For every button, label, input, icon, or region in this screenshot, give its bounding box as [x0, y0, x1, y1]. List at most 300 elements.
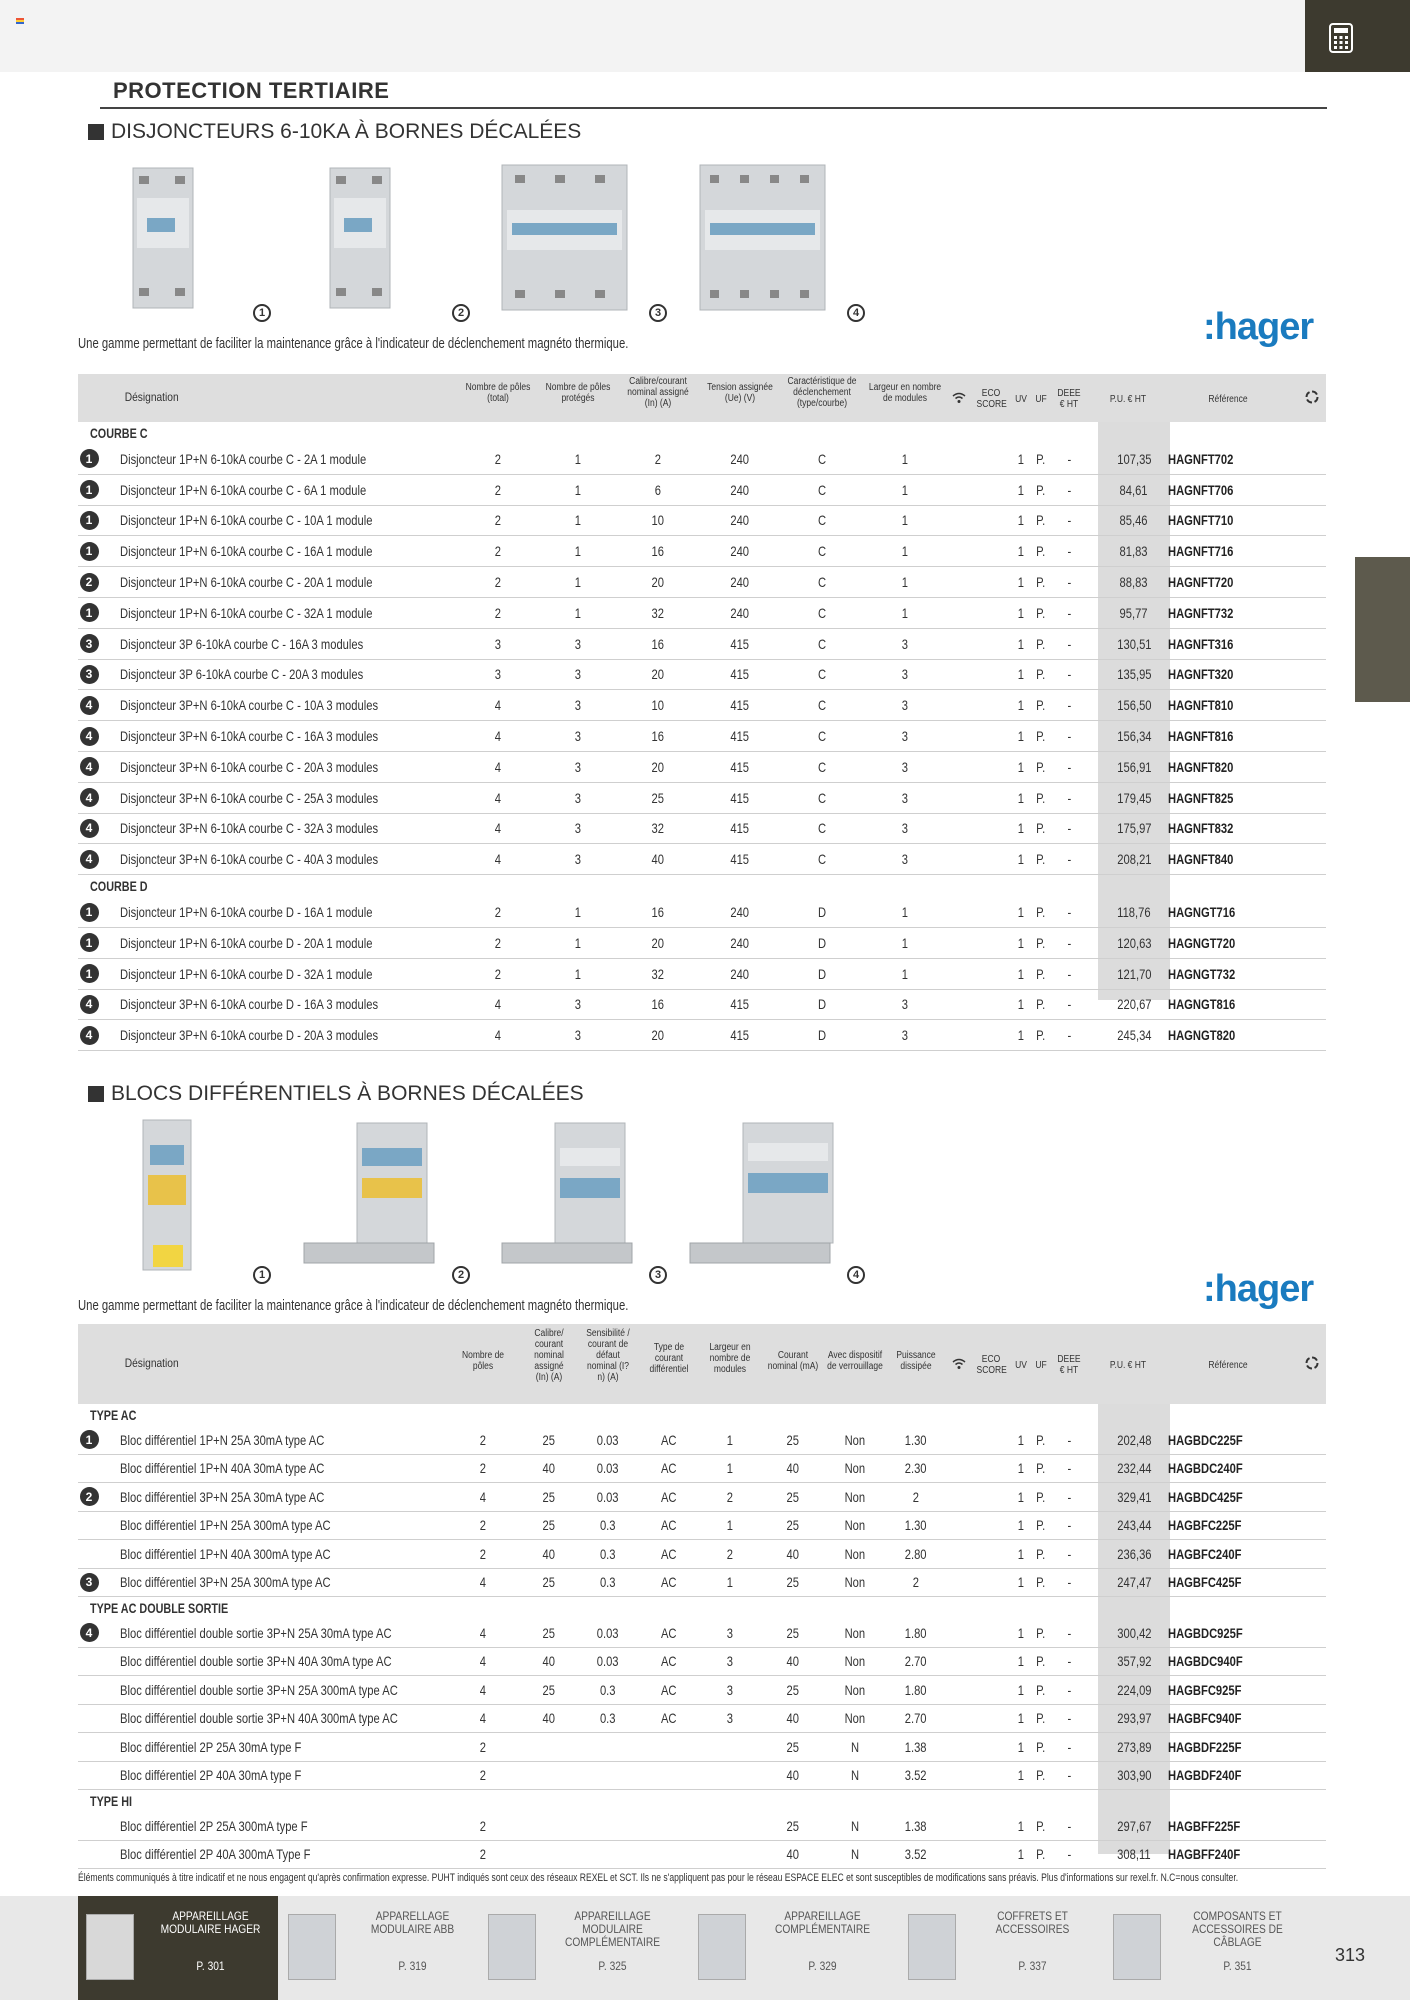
cell-cal: [618, 783, 698, 813]
cell-ref: [1168, 1512, 1288, 1540]
cell-text: 1: [901, 904, 909, 921]
cell-ten: [700, 475, 780, 505]
cell-text: Disjoncteur 3P+N 6-10kA courbe C - 40A 3 modules: [120, 851, 379, 868]
cell-ver: [820, 1705, 890, 1733]
table-row[interactable]: [78, 660, 1326, 691]
cell-des: [120, 990, 450, 1020]
cell-text: 2.70: [905, 1710, 927, 1727]
cell-lar: [862, 567, 948, 597]
cell-text: HAGBFC240F: [1168, 1545, 1242, 1562]
table-row[interactable]: [78, 1483, 1326, 1512]
cell-text: 25: [542, 1574, 556, 1591]
cell-pu: [1098, 598, 1170, 628]
cell-text: 2.30: [905, 1460, 927, 1477]
cell-group: [90, 1790, 390, 1812]
nav-page: P. 319: [398, 1959, 427, 1973]
cell-text: 415: [730, 758, 750, 775]
cell-text: HAGNGT816: [1168, 996, 1236, 1013]
cell-text: 20: [651, 934, 665, 951]
cell-text: -: [1067, 1431, 1071, 1448]
cell-text: 20: [651, 758, 665, 775]
table-row[interactable]: [78, 567, 1326, 598]
cell-text: AC: [661, 1517, 677, 1534]
cell-text: -: [1067, 635, 1071, 652]
cell-text: 415: [730, 996, 750, 1013]
cell-lar: [700, 1569, 760, 1597]
cell-text: 4: [494, 728, 502, 745]
cell-uf: [1031, 660, 1051, 690]
cell-cal: [618, 567, 698, 597]
cell-sen: [580, 1569, 636, 1597]
cell-cal: [618, 629, 698, 659]
cell-text: 156,91: [1116, 758, 1152, 775]
table-row[interactable]: [78, 1569, 1326, 1598]
cell-pui: [888, 1812, 944, 1840]
page-number: 313: [1335, 1945, 1366, 1965]
cell-lar: [700, 1455, 760, 1483]
cell-text: HAGNGT716: [1168, 904, 1236, 921]
product-number-icon: 3: [80, 665, 99, 684]
cell-text: AC: [661, 1460, 677, 1477]
cell-uf: [1031, 536, 1051, 566]
cell-des: [120, 1619, 450, 1647]
cell-text: C: [817, 758, 827, 775]
cell-uf: [1031, 1812, 1051, 1840]
cell-cou: [760, 1455, 826, 1483]
cell-uf: [1031, 598, 1051, 628]
cell-lar: [862, 844, 948, 874]
cell-text: 1: [901, 574, 909, 591]
cell-text: AC: [661, 1653, 677, 1670]
cell-pol: [458, 1676, 508, 1704]
cell-text: -: [1067, 1488, 1071, 1505]
table-row[interactable]: [78, 475, 1326, 506]
cell-cal: [526, 1812, 572, 1840]
cell-text: 1: [1017, 904, 1025, 921]
cell-cal: [526, 1619, 572, 1647]
cell-text: 0.3: [600, 1574, 616, 1591]
table-row[interactable]: [78, 506, 1326, 537]
cell-typ: [640, 1540, 698, 1568]
cell-text: 240: [730, 543, 750, 560]
table-row[interactable]: [78, 690, 1326, 721]
cell-text: P.: [1036, 728, 1046, 745]
cell-text: 4: [479, 1681, 487, 1698]
cell-text: 25: [542, 1488, 556, 1505]
cell-text: C: [817, 450, 827, 467]
cell-text: 245,34: [1116, 1027, 1152, 1044]
cell-text: P.: [1036, 934, 1046, 951]
cell-uv: [1011, 475, 1031, 505]
table-row[interactable]: [78, 444, 1326, 475]
cell-des: [120, 1841, 450, 1869]
cell-pu: [1098, 990, 1170, 1020]
cell-des: [120, 1762, 450, 1790]
cell-des: [120, 1455, 450, 1483]
cell-text: 20: [651, 666, 665, 683]
cell-text: Bloc différentiel 3P+N 25A 300mA type AC: [120, 1574, 331, 1591]
bottom-nav-item[interactable]: [480, 1896, 680, 2000]
cell-car: [780, 475, 864, 505]
cell-ref: [1168, 752, 1288, 782]
cell-deee: [1053, 959, 1085, 989]
cell-pol: [458, 1540, 508, 1568]
cell-cal: [526, 1455, 572, 1483]
section-side-tab[interactable]: [1355, 557, 1410, 702]
cell-cal: [618, 660, 698, 690]
cell-number: [78, 1483, 100, 1511]
cell-uf: [1031, 690, 1051, 720]
table-row[interactable]: [78, 1705, 1326, 1734]
cell-car: [780, 660, 864, 690]
cell-text: 1: [1017, 604, 1025, 621]
nav-page: P. 337: [1018, 1959, 1047, 1973]
table-row[interactable]: [78, 844, 1326, 875]
cell-uf: [1031, 506, 1051, 536]
square-bullet-icon: [88, 124, 104, 140]
cell-uv: [1011, 928, 1031, 958]
cell-text: -: [1067, 1681, 1071, 1698]
cell-text: 40: [786, 1767, 800, 1784]
cell-text: 4: [479, 1710, 487, 1727]
cell-text: HAGNFT702: [1168, 450, 1234, 467]
header-reference: Référence: [1208, 1360, 1248, 1371]
cell-car: [780, 444, 864, 474]
cell-uv: [1011, 1619, 1031, 1647]
table-row[interactable]: [78, 1619, 1326, 1648]
cell-text: 3: [494, 666, 502, 683]
recycle-icon: [1305, 390, 1319, 404]
cell-ver: [820, 1540, 890, 1568]
cell-text: 25: [542, 1517, 556, 1534]
cell-text: 40: [786, 1846, 800, 1863]
cell-ver: [820, 1648, 890, 1676]
cell-pt: [458, 897, 538, 927]
header-verrou: Avec dispositif de verrouillage: [827, 1350, 883, 1372]
cell-des: [120, 959, 450, 989]
cell-number: [78, 660, 100, 690]
cell-deee: [1053, 660, 1085, 690]
cell-text: -: [1067, 758, 1071, 775]
cell-text: 4: [479, 1653, 487, 1670]
cell-deee: [1053, 1841, 1085, 1869]
cell-cal: [618, 506, 698, 536]
cell-deee: [1053, 567, 1085, 597]
cell-text: COURBE D: [90, 878, 148, 894]
cell-cal: [526, 1676, 572, 1704]
cell-text: 2.70: [905, 1653, 927, 1670]
bottom-nav-item[interactable]: [78, 1896, 278, 2000]
table-row[interactable]: [78, 1512, 1326, 1541]
cell-typ: [640, 1762, 698, 1790]
cell-text: 1: [1017, 1574, 1025, 1591]
page-title: PROTECTION TERTIAIRE: [113, 78, 390, 103]
cell-text: 3: [574, 851, 582, 868]
header-poles: Nombre de pôles: [461, 1350, 505, 1372]
cell-text: -: [1067, 604, 1071, 621]
cell-pp: [538, 990, 618, 1020]
cell-cal: [618, 475, 698, 505]
cell-text: 0.03: [597, 1488, 619, 1505]
cell-group: [90, 422, 390, 444]
cell-text: AC: [661, 1488, 677, 1505]
product-number-icon: 1: [80, 903, 99, 922]
cell-typ: [640, 1569, 698, 1597]
cell-text: 415: [730, 789, 750, 806]
cell-ref: [1168, 567, 1288, 597]
cell-text: P.: [1036, 1624, 1046, 1641]
table-row[interactable]: [78, 536, 1326, 567]
cell-text: 2: [479, 1767, 487, 1784]
cell-text: HAGNGT820: [1168, 1027, 1236, 1044]
cell-ten: [700, 598, 780, 628]
rcd-block-3p-image: [500, 1118, 640, 1283]
cell-deee: [1053, 1705, 1085, 1733]
nav-label: APPAREILLAGE COMPLÉMENTAIRE: [774, 1909, 871, 1936]
cell-pui: [888, 1540, 944, 1568]
cell-typ: [640, 1483, 698, 1511]
cell-text: N: [850, 1738, 860, 1755]
cell-text: 25: [786, 1738, 800, 1755]
header-poles-proteges: Nombre de pôles protégés: [545, 382, 611, 404]
table-row[interactable]: [78, 990, 1326, 1021]
cell-text: 1: [1017, 481, 1025, 498]
table-row[interactable]: [78, 629, 1326, 660]
cell-uf: [1031, 1648, 1051, 1676]
cell-text: HAGNFT832: [1168, 820, 1234, 837]
table-row[interactable]: [78, 1455, 1326, 1484]
product-number-icon: 2: [80, 573, 99, 592]
cell-pp: [538, 752, 618, 782]
cell-ver: [820, 1733, 890, 1761]
cell-text: D: [817, 904, 827, 921]
cell-des: [120, 1648, 450, 1676]
cell-cou: [760, 1540, 826, 1568]
header-calibre: Calibre/ courant nominal assigné (In) (A): [534, 1328, 564, 1383]
bottom-nav-item[interactable]: [690, 1896, 890, 2000]
cell-sen: [580, 1426, 636, 1454]
cell-text: HAGBDC425F: [1168, 1488, 1243, 1505]
cell-typ: [640, 1841, 698, 1869]
table-row[interactable]: [78, 1426, 1326, 1455]
cell-text: 1: [1017, 789, 1025, 806]
cell-text: D: [817, 1027, 827, 1044]
cell-sen: [580, 1762, 636, 1790]
table-row[interactable]: [78, 1812, 1326, 1841]
table-row[interactable]: [78, 1841, 1326, 1870]
cell-sen: [580, 1648, 636, 1676]
cell-text: 156,34: [1116, 728, 1152, 745]
cell-ten: [700, 444, 780, 474]
cell-pu: [1098, 1676, 1170, 1704]
cell-text: 25: [651, 789, 665, 806]
table-row[interactable]: [78, 1733, 1326, 1762]
cell-pu: [1098, 897, 1170, 927]
table-row[interactable]: [78, 598, 1326, 629]
table-row[interactable]: [78, 721, 1326, 752]
cell-deee: [1053, 721, 1085, 751]
cell-cal: [526, 1512, 572, 1540]
cell-des: [120, 1676, 450, 1704]
table-row[interactable]: [78, 1648, 1326, 1677]
bottom-nav-item[interactable]: [280, 1896, 480, 2000]
cell-sen: [580, 1733, 636, 1761]
cell-pt: [458, 475, 538, 505]
cell-typ: [640, 1812, 698, 1840]
cell-text: 1: [1017, 1460, 1025, 1477]
cell-text: 1: [1017, 1846, 1025, 1863]
recycle-icon: [1305, 1356, 1319, 1370]
cell-uv: [1011, 1020, 1031, 1050]
cell-text: Non: [844, 1545, 866, 1562]
header-uf: UF: [1035, 394, 1047, 405]
cell-text: C: [817, 851, 827, 868]
table-row[interactable]: [78, 928, 1326, 959]
cell-text: Disjoncteur 3P+N 6-10kA courbe D - 20A 3 modules: [120, 1027, 379, 1044]
table-row[interactable]: [78, 1020, 1326, 1051]
cell-text: HAGNGT732: [1168, 965, 1236, 982]
product-number-badge: 3: [649, 1266, 667, 1284]
calculator-tab[interactable]: [1305, 0, 1410, 72]
cell-text: 118,76: [1117, 904, 1151, 921]
cell-uv: [1011, 1455, 1031, 1483]
cell-pu: [1098, 1540, 1170, 1568]
cell-text: -: [1067, 1517, 1071, 1534]
cell-pol: [458, 1455, 508, 1483]
cell-deee: [1053, 814, 1085, 844]
product-number-icon: 4: [80, 995, 99, 1014]
cell-text: 240: [730, 604, 750, 621]
cell-deee: [1053, 990, 1085, 1020]
cell-ref: [1168, 1020, 1288, 1050]
cell-uv: [1011, 1841, 1031, 1869]
cell-deee: [1053, 1648, 1085, 1676]
cell-text: Disjoncteur 1P+N 6-10kA courbe C - 16A 1 module: [120, 543, 373, 560]
cell-ver: [820, 1812, 890, 1840]
product-number-badge: 1: [253, 304, 271, 322]
cell-cal: [618, 959, 698, 989]
cell-pt: [458, 844, 538, 874]
cell-uf: [1031, 1705, 1051, 1733]
cell-text: 1: [574, 904, 582, 921]
cell-lar: [862, 1020, 948, 1050]
cell-text: -: [1067, 1027, 1071, 1044]
cell-deee: [1053, 1020, 1085, 1050]
cell-uv: [1011, 721, 1031, 751]
bottom-nav-item[interactable]: [900, 1896, 1100, 2000]
cell-text: 1: [1017, 1817, 1025, 1834]
cell-text: 240: [730, 965, 750, 982]
cell-text: 303,90: [1116, 1767, 1152, 1784]
cell-text: Non: [844, 1653, 866, 1670]
cell-text: -: [1067, 1653, 1071, 1670]
cell-sen: [580, 1812, 636, 1840]
cell-text: -: [1067, 789, 1071, 806]
cell-des: [120, 1512, 450, 1540]
cell-text: 3: [901, 728, 909, 745]
cell-uf: [1031, 1733, 1051, 1761]
bottom-nav-item[interactable]: [1105, 1896, 1305, 2000]
cell-des: [120, 1705, 450, 1733]
cell-ref: [1168, 690, 1288, 720]
cell-ref: [1168, 1733, 1288, 1761]
cell-text: 16: [651, 728, 665, 745]
cell-text: -: [1067, 996, 1071, 1013]
table-row[interactable]: [78, 1540, 1326, 1569]
table-row[interactable]: [78, 897, 1326, 928]
cell-text: Disjoncteur 3P+N 6-10kA courbe C - 16A 3 modules: [120, 728, 379, 745]
cell-uf: [1031, 1512, 1051, 1540]
cell-text: 240: [730, 904, 750, 921]
header-pu: P.U. € HT: [1109, 1360, 1147, 1371]
cell-text: HAGBDC225F: [1168, 1431, 1243, 1448]
cell-uf: [1031, 1020, 1051, 1050]
cell-text: 2: [479, 1431, 487, 1448]
header-uv: UV: [1015, 394, 1027, 405]
nav-product-icon: [288, 1914, 336, 1980]
cell-text: TYPE AC: [90, 1407, 137, 1423]
cell-uv: [1011, 536, 1031, 566]
table-row[interactable]: [78, 1676, 1326, 1705]
cell-pp: [538, 629, 618, 659]
table-row[interactable]: [78, 752, 1326, 783]
header-reference: Référence: [1208, 394, 1248, 405]
group-header-row: [78, 422, 1326, 444]
table-row[interactable]: [78, 783, 1326, 814]
cell-text: 32: [651, 965, 665, 982]
cell-car: [780, 1020, 864, 1050]
cell-text: P.: [1036, 758, 1046, 775]
cell-uv: [1011, 1648, 1031, 1676]
cell-text: 1: [1017, 1488, 1025, 1505]
cell-text: 0.03: [597, 1431, 619, 1448]
cell-text: HAGBFC225F: [1168, 1517, 1242, 1534]
cell-number: [78, 1619, 100, 1647]
cell-text: COURBE C: [90, 425, 148, 441]
table-row[interactable]: [78, 814, 1326, 845]
cell-cal: [526, 1841, 572, 1869]
cell-text: 2: [494, 904, 502, 921]
cell-pp: [538, 721, 618, 751]
cell-text: P.: [1036, 1681, 1046, 1698]
cell-text: HAGBDF225F: [1168, 1738, 1242, 1755]
cell-text: 1: [574, 450, 582, 467]
cell-sen: [580, 1483, 636, 1511]
cell-uf: [1031, 475, 1051, 505]
cell-text: -: [1067, 543, 1071, 560]
cell-text: 1: [1017, 965, 1025, 982]
cell-pp: [538, 475, 618, 505]
cell-ten: [700, 506, 780, 536]
cell-uv: [1011, 752, 1031, 782]
cell-text: 3: [901, 789, 909, 806]
product-number-icon: 1: [80, 1430, 99, 1449]
cell-uf: [1031, 721, 1051, 751]
cell-pu: [1098, 1733, 1170, 1761]
cell-text: Bloc différentiel 2P 25A 300mA type F: [120, 1817, 308, 1834]
cell-cal: [526, 1569, 572, 1597]
table-row[interactable]: [78, 959, 1326, 990]
cell-des: [120, 1540, 450, 1568]
cell-text: HAGBDC925F: [1168, 1624, 1243, 1641]
top-bar: [0, 0, 1305, 72]
cell-lar: [862, 690, 948, 720]
cell-des: [120, 1426, 450, 1454]
table-row[interactable]: [78, 1762, 1326, 1791]
cell-text: 3.52: [905, 1767, 927, 1784]
cell-text: 4: [479, 1488, 487, 1505]
cell-pu: [1098, 629, 1170, 659]
